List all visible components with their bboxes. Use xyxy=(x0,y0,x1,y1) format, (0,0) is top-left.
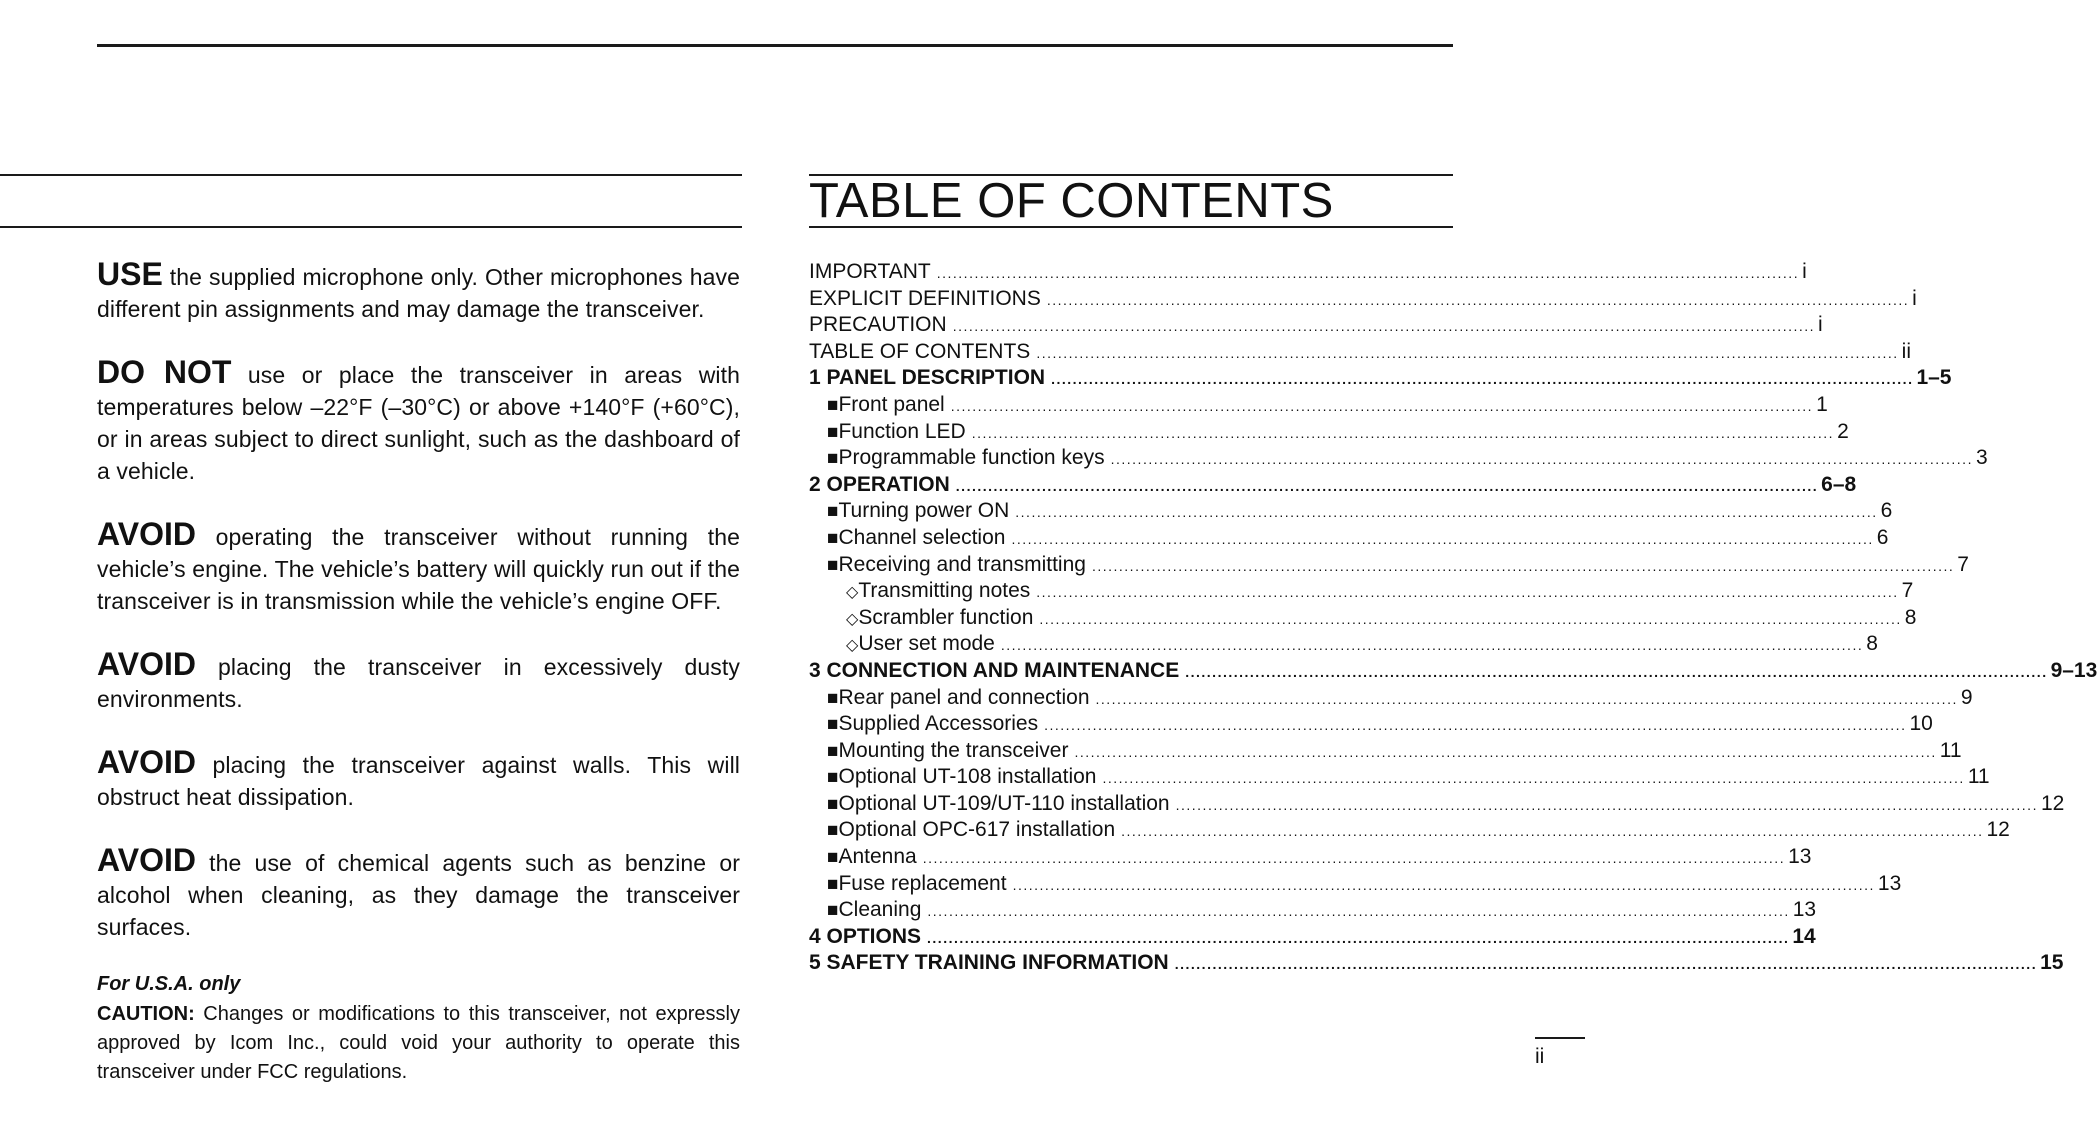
square-bullet-icon: ■ xyxy=(827,714,839,736)
top-rule xyxy=(97,44,1453,47)
toc-leader-dots: ................................................................................................................................................................ xyxy=(1102,770,1965,787)
page-number: ii xyxy=(1535,1045,1545,1068)
toc-label: Supplied Accessories xyxy=(838,712,1039,736)
caution-text: Changes or modifications to this transceiver, not expressly approved by Icom Inc., could void your authority to operate this transceiver under FCC regulations. xyxy=(97,1003,740,1083)
toc-section xyxy=(809,658,2097,685)
square-bullet-icon: ■ xyxy=(827,554,839,576)
toc-page-number: 14 xyxy=(1792,924,1816,948)
toc-entry xyxy=(809,578,1914,605)
toc-label: Turning power ON xyxy=(838,499,1010,523)
toc-title: TABLE OF CONTENTS xyxy=(809,174,1334,228)
toc-label: Mounting the transceiver xyxy=(838,738,1069,762)
toc-label: Optional UT-109/UT-110 installation xyxy=(838,791,1170,815)
toc-section xyxy=(809,472,1857,499)
toc-label: Channel selection xyxy=(838,525,1006,549)
usa-only-title: For U.S.A. only xyxy=(97,973,241,995)
toc-label: Transmitting notes xyxy=(858,579,1031,603)
toc-leader-dots: ................................................................................................................................................................ xyxy=(922,850,1786,867)
precaution-text: operating the transceiver without running the vehicle’s engine. The vehicle’s battery will quickly run out if the transceiver is in transmission while the vehicle’s engine OFF. xyxy=(97,524,740,614)
toc-leader-dots: ................................................................................................................................................................ xyxy=(1046,291,1910,308)
toc-label: 2 OPERATION xyxy=(809,472,950,496)
precaution-text: the use of chemical agents such as benzine or alcohol when cleaning, as they damage the transceiver surfaces. xyxy=(97,850,740,940)
toc-entry xyxy=(809,817,2010,844)
square-bullet-icon: ■ xyxy=(827,501,839,523)
toc-page-number: i xyxy=(1802,260,1807,283)
toc-entry xyxy=(809,791,2065,818)
toc-page-number: 7 xyxy=(1901,579,1914,603)
toc-page-number: 9 xyxy=(1960,685,1973,709)
toc-page-number: 8 xyxy=(1866,632,1878,656)
toc-page-number: 12 xyxy=(2040,791,2065,815)
page-number-rule xyxy=(1535,1037,1585,1039)
precaution-keyword: AVOID xyxy=(97,744,196,780)
toc-entry xyxy=(809,844,1812,871)
toc-page-number: 2 xyxy=(1837,419,1849,443)
toc-leader-dots: ................................................................................................................................................................ xyxy=(927,903,1790,920)
toc-leader-dots: ................................................................................................................................................................ xyxy=(1174,956,2038,973)
toc-leader-dots: ................................................................................................................................................................ xyxy=(971,424,1835,441)
toc-section xyxy=(809,259,1807,286)
toc-page-number: 6–8 xyxy=(1821,472,1857,496)
toc-label: 4 OPTIONS xyxy=(809,924,922,948)
toc-label: Programmable function keys xyxy=(838,446,1105,470)
toc-page-number: 8 xyxy=(1904,605,1917,629)
toc-leader-dots: ................................................................................................................................................................ xyxy=(1012,876,1875,893)
toc-page-number: 13 xyxy=(1877,871,1902,895)
toc-entry xyxy=(809,392,1828,419)
caution-label: CAUTION: xyxy=(97,1003,195,1025)
diamond-bullet-icon: ◇ xyxy=(846,584,859,602)
toc-leader-dots: ................................................................................................................................................................ xyxy=(936,265,1800,281)
square-bullet-icon: ■ xyxy=(827,767,839,789)
toc-entry xyxy=(809,498,1893,525)
toc-section xyxy=(809,365,1952,392)
toc-label: TABLE OF CONTENTS xyxy=(809,339,1031,363)
toc-entry xyxy=(809,897,1817,924)
toc-leader-dots: ................................................................................................................................................................ xyxy=(927,929,1790,946)
toc-leader-dots: ................................................................................................................................................................ xyxy=(1095,690,1958,707)
precaution-item xyxy=(97,356,740,487)
toc-entry xyxy=(809,552,1969,579)
toc-label: Fuse replacement xyxy=(838,871,1007,895)
square-bullet-icon: ■ xyxy=(827,394,839,416)
toc-page-number: 10 xyxy=(1909,712,1933,736)
toc-entry xyxy=(809,631,1878,658)
precaution-keyword: AVOID xyxy=(97,842,196,878)
precaution-text: placing the transceiver against walls. This will obstruct heat dissipation. xyxy=(97,752,740,810)
diamond-bullet-icon: ◇ xyxy=(846,637,859,655)
toc-page-number: 12 xyxy=(1986,818,2010,842)
toc-page-number: i xyxy=(1912,286,1917,310)
toc-page-number: 9–13 xyxy=(2050,658,2097,682)
square-bullet-icon: ■ xyxy=(827,847,839,869)
toc-page-number: 13 xyxy=(1788,845,1812,869)
toc-page-number: 6 xyxy=(1876,525,1889,549)
square-bullet-icon: ■ xyxy=(827,820,839,842)
toc-label: Receiving and transmitting xyxy=(838,552,1086,576)
precaution-keyword: AVOID xyxy=(97,516,196,552)
square-bullet-icon: ■ xyxy=(827,421,839,443)
toc-label: Front panel xyxy=(838,392,945,416)
toc-leader-dots: ................................................................................................................................................................ xyxy=(1039,610,1902,627)
toc-leader-dots: ................................................................................................................................................................ xyxy=(1015,504,1878,521)
toc-section xyxy=(809,339,1911,366)
toc-label: 1 PANEL DESCRIPTION xyxy=(809,366,1046,390)
toc-entry xyxy=(809,764,1990,791)
precaution-keyword: AVOID xyxy=(97,646,196,682)
precaution-item xyxy=(97,648,740,715)
toc-leader-dots: ................................................................................................................................................................ xyxy=(1074,743,1937,760)
toc-label: User set mode xyxy=(858,632,995,656)
toc-section xyxy=(809,286,1917,313)
square-bullet-icon: ■ xyxy=(827,900,839,922)
toc-label: Antenna xyxy=(838,845,917,869)
toc-leader-dots: ................................................................................................................................................................ xyxy=(1110,451,1973,468)
toc-section xyxy=(809,950,2064,977)
toc-leader-dots: ................................................................................................................................................................ xyxy=(1091,557,1955,574)
toc-page-number: 13 xyxy=(1792,898,1817,922)
precautions-column xyxy=(97,258,740,1087)
toc-entry xyxy=(809,525,1889,552)
precaution-text: placing the transceiver in excessively dusty environments. xyxy=(97,654,740,712)
toc-leader-dots: ................................................................................................................................................................ xyxy=(1036,344,1899,361)
toc-entry xyxy=(809,445,1988,472)
toc-label: 3 CONNECTION AND MAINTENANCE xyxy=(809,658,1180,682)
toc-label: IMPORTANT xyxy=(809,260,931,283)
toc-page-number: 11 xyxy=(1967,765,1990,789)
diamond-bullet-icon: ◇ xyxy=(846,610,859,628)
precaution-item xyxy=(97,746,740,813)
toc-entry xyxy=(809,738,1962,765)
toc-label: 5 SAFETY TRAINING INFORMATION xyxy=(809,951,1169,975)
toc-leader-dots: ................................................................................................................................................................ xyxy=(1011,530,1874,547)
square-bullet-icon: ■ xyxy=(827,873,839,895)
toc-page-number: 1 xyxy=(1816,392,1828,416)
precaution-item xyxy=(97,844,740,943)
toc-leader-dots: ................................................................................................................................................................ xyxy=(1185,663,2048,680)
toc-label: Rear panel and connection xyxy=(838,685,1090,709)
toc-leader-dots: ................................................................................................................................................................ xyxy=(1121,823,1984,840)
toc-entry xyxy=(809,711,1933,738)
toc-leader-dots: ................................................................................................................................................................ xyxy=(1051,371,1914,388)
toc-list xyxy=(809,259,2097,977)
toc-label: EXPLICIT DEFINITIONS xyxy=(809,286,1041,310)
precaution-item xyxy=(97,518,740,617)
left-header-rule-top xyxy=(0,174,742,176)
square-bullet-icon: ■ xyxy=(827,793,839,815)
toc-label: Scrambler function xyxy=(858,605,1034,629)
toc-page-number: ii xyxy=(1901,339,1911,363)
toc-leader-dots: ................................................................................................................................................................ xyxy=(955,477,1819,494)
toc-label: Cleaning xyxy=(838,898,922,922)
precaution-item xyxy=(97,258,740,325)
square-bullet-icon: ■ xyxy=(827,687,839,709)
toc-entry xyxy=(809,685,1973,712)
square-bullet-icon: ■ xyxy=(827,740,839,762)
toc-section xyxy=(809,312,1823,339)
precaution-text: use or place the transceiver in areas with temperatures below –22°F (–30°C) or above +140°F (+60°C), or in areas subject to direct sunlight, such as the dashboard of a vehicle. xyxy=(97,362,741,484)
fcc-caution xyxy=(97,1000,740,1087)
toc-leader-dots: ................................................................................................................................................................ xyxy=(1044,717,1907,734)
square-bullet-icon: ■ xyxy=(827,448,839,470)
toc-label: PRECAUTION xyxy=(809,313,947,337)
precaution-text: the supplied microphone only. Other microphones have different pin assignments and may damage the transceiver. xyxy=(97,264,740,322)
toc-page-number: 7 xyxy=(1957,552,1969,576)
toc-leader-dots: ................................................................................................................................................................ xyxy=(950,397,1814,414)
square-bullet-icon: ■ xyxy=(827,527,839,549)
toc-section xyxy=(809,924,1816,951)
toc-leader-dots: ................................................................................................................................................................ xyxy=(1036,584,1899,601)
toc-page-number: 11 xyxy=(1939,738,1962,762)
toc-entry xyxy=(809,419,1849,446)
toc-label: Function LED xyxy=(838,419,966,443)
toc-leader-dots: ................................................................................................................................................................ xyxy=(1175,796,2038,813)
toc-page-number: 6 xyxy=(1880,499,1893,523)
left-header-rule-bottom xyxy=(0,226,742,228)
toc-page-number: 1–5 xyxy=(1916,366,1952,390)
toc-page-number: 3 xyxy=(1975,446,1988,470)
toc-page-number: 15 xyxy=(2040,951,2064,975)
precaution-keyword: USE xyxy=(97,256,163,292)
toc-entry xyxy=(809,605,1917,632)
toc-leader-dots: ................................................................................................................................................................ xyxy=(952,318,1816,335)
precaution-keyword: DO NOT xyxy=(97,354,232,390)
toc-label: Optional OPC-617 installation xyxy=(838,818,1116,842)
toc-entry xyxy=(809,871,1902,898)
toc-leader-dots: ................................................................................................................................................................ xyxy=(1000,637,1864,654)
toc-label: Optional UT-108 installation xyxy=(838,765,1097,789)
toc-page-number: i xyxy=(1818,313,1823,337)
